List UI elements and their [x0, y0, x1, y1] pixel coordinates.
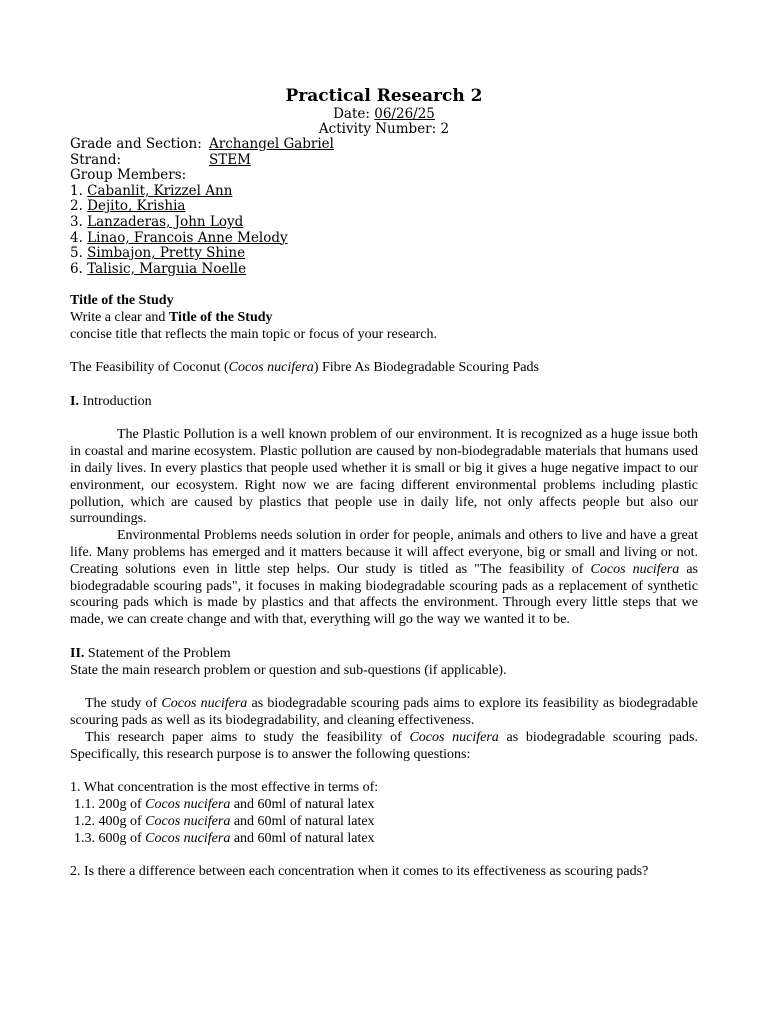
member-item — [70, 184, 334, 200]
member-item — [70, 262, 334, 278]
problem-heading: II. Statement of the Problem — [70, 645, 231, 661]
member-number: 1. — [70, 182, 88, 199]
member-item — [70, 246, 334, 262]
member-number: 6. — [70, 260, 88, 277]
group-info — [70, 137, 334, 277]
member-item — [70, 231, 334, 247]
problem-instruction: State the main research problem or question and sub-questions (if applicable). — [70, 662, 507, 678]
document-body — [70, 293, 698, 881]
document-title: Practical Research 2 — [285, 86, 483, 106]
problem-paragraph-2: This research paper aims to study the feasibility of Cocos nucifera as biodegradable scouring pads. Specifically, this research purpose is to answer the following questions: — [70, 729, 698, 762]
grade-label: Grade and Section: — [70, 136, 202, 152]
grade-row — [70, 137, 334, 153]
members-label: Group Members: — [70, 167, 187, 184]
intro-paragraph-1: The Plastic Pollution is a well known problem of our environment. It is recognized as a huge issue both in coastal and marine ecosystem. Plastic pollution are caused by non-biodegradable materials that humans used in daily lives. In every plastics that people used whether it is small or big it gives a huge negative impact to our environment, our ecosystem. Right now we are facing different environmental problems including plastic pollution, which are caused by plastics that people use in daily life, not only affects people but also our surroundings. — [70, 427, 698, 527]
study-instruction-2: concise title that reflects the main topic or focus of your research. — [70, 326, 437, 342]
member-name: Dejito, Krishia — [87, 198, 186, 215]
question-1-item: 1.3. 600g of Cocos nucifera and 60ml of natural latex — [74, 830, 375, 846]
member-name: Lanzaderas, John Loyd — [87, 213, 244, 230]
strand-value: STEM — [209, 151, 251, 168]
question-1-item: 1.1. 200g of Cocos nucifera and 60ml of natural latex — [74, 796, 375, 812]
member-item — [70, 199, 334, 215]
date-label: Date: — [333, 106, 375, 122]
activity-number: Activity Number: 2 — [318, 121, 450, 137]
strand-row — [70, 153, 334, 169]
member-number: 3. — [70, 213, 88, 230]
member-name: Linao, Francois Anne Melody — [87, 229, 288, 246]
date-line — [0, 106, 768, 122]
introduction-heading: I. Introduction — [70, 393, 152, 409]
member-name: Cabanlit, Krizzel Ann — [87, 182, 233, 199]
question-2: 2. Is there a difference between each concentration when it comes to its effectiveness as scouring pads? — [70, 864, 649, 880]
study-title: The Feasibility of Coconut (Cocos nucifera) Fibre As Biodegradable Scouring Pads — [70, 360, 539, 376]
problem-paragraph-1: The study of Cocos nucifera as biodegradable scouring pads aims to explore its feasibility as biodegradable scouring pads as well as its biodegradability, and cleaning effectiveness. — [70, 696, 698, 728]
grade-value: Archangel Gabriel — [209, 136, 334, 152]
study-instruction: Write a clear and Title of the Study — [70, 309, 273, 325]
member-name: Talisic, Marguia Noelle — [87, 260, 247, 277]
member-number: 5. — [70, 245, 88, 262]
member-number: 2. — [70, 198, 88, 215]
study-heading: Title of the Study — [70, 293, 174, 308]
member-name: Simbajon, Pretty Shine — [87, 245, 246, 262]
question-1: 1. What concentration is the most effective in terms of: — [70, 780, 379, 796]
member-item — [70, 215, 334, 231]
strand-label: Strand: — [70, 151, 122, 168]
date-value: 06/26/25 — [374, 106, 435, 122]
intro-paragraph-2: Environmental Problems needs solution in order for people, animals and others to live and have a great life. Many problems has emerged and it matters because it will affect everyone, big or small and living or not. Creating solutions even in little step helps. Our study is titled as "The feasibility of Cocos nucifera as biodegradable scouring pads", it focuses in making biodegradable scouring pads as a replacement of synthetic scouring pads which is made by plastics and that affects the environment. Through every little steps that we made, we can create change and with that, everything will go the way we wanted it to be. — [70, 528, 698, 628]
member-number: 4. — [70, 229, 88, 246]
question-1-item: 1.2. 400g of Cocos nucifera and 60ml of natural latex — [74, 813, 375, 829]
